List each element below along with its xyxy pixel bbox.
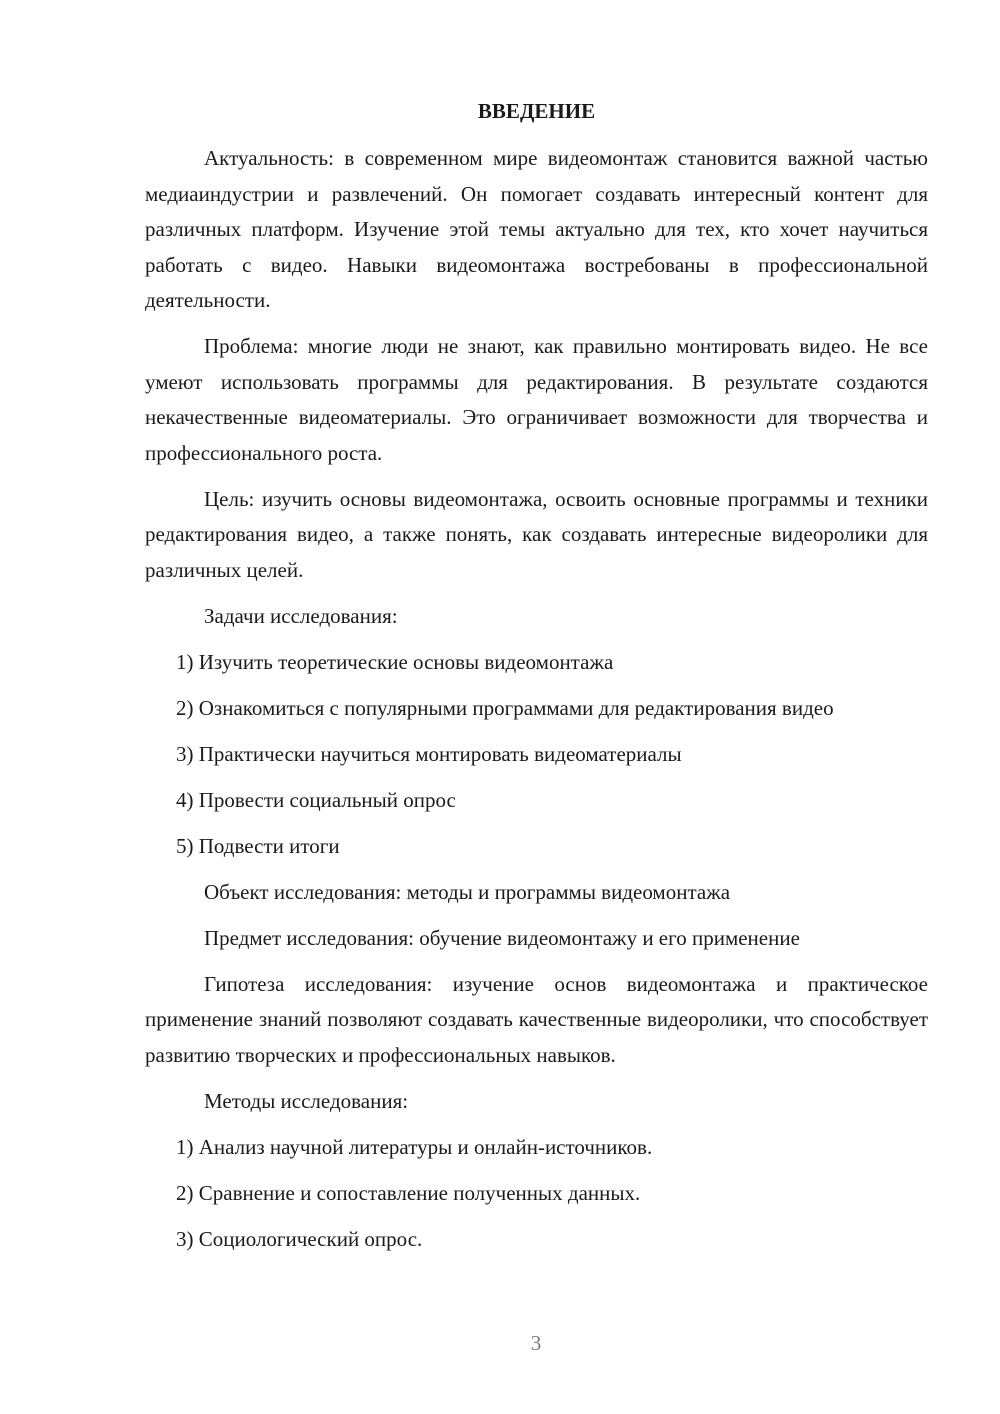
task-item: 4) Провести социальный опрос <box>176 787 456 812</box>
goal-paragraph: Цель: изучить основы видеомонтажа, освоить основные программы и техники редактирования видео, а также понять, как создавать интересные видеоролики для различных целей. <box>145 486 928 582</box>
method-item: 2) Сравнение и сопоставление полученных данных. <box>176 1180 641 1205</box>
tasks-label: Задачи исследования: <box>204 603 398 628</box>
relevance-paragraph: Актуальность: в современном мире видеомонтаж становится важной частью медиаиндустрии и развлечений. Он помогает создавать интересный контент для различных платформ. Изучение этой темы актуально для тех, кто хочет научиться работать с видео. Навыки видеомонтажа востребованы в профессиональной деятельности. <box>145 146 928 312</box>
page-number: 3 <box>530 1331 542 1355</box>
task-item: 5) Подвести итоги <box>176 833 340 858</box>
object-paragraph: Объект исследования: методы и программы видеомонтажа <box>204 879 731 904</box>
method-item: 3) Социологический опрос. <box>176 1226 423 1251</box>
task-item: 1) Изучить теоретические основы видеомонтажа <box>176 649 614 674</box>
page-content <box>145 95 928 1268</box>
task-item: 3) Практически научиться монтировать видеоматериалы <box>176 741 682 766</box>
methods-label: Методы исследования: <box>204 1088 409 1113</box>
task-item: 2) Ознакомиться с популярными программами для редактирования видео <box>176 695 834 720</box>
hypothesis-paragraph: Гипотеза исследования: изучение основ видеомонтажа и практическое применение знаний позволяют создавать качественные видеоролики, что способствует развитию творческих и профессиональных навыков. <box>145 971 928 1067</box>
section-title: ВВЕДЕНИЕ <box>477 99 596 123</box>
problem-paragraph: Проблема: многие люди не знают, как правильно монтировать видео. Не все умеют использовать программы для редактирования. В результате создаются некачественные видеоматериалы. Это ограничивает возможности для творчества и профессионального роста. <box>145 334 928 465</box>
subject-paragraph: Предмет исследования: обучение видеомонтажу и его применение <box>204 925 800 950</box>
method-item: 1) Анализ научной литературы и онлайн-источников. <box>176 1134 653 1159</box>
